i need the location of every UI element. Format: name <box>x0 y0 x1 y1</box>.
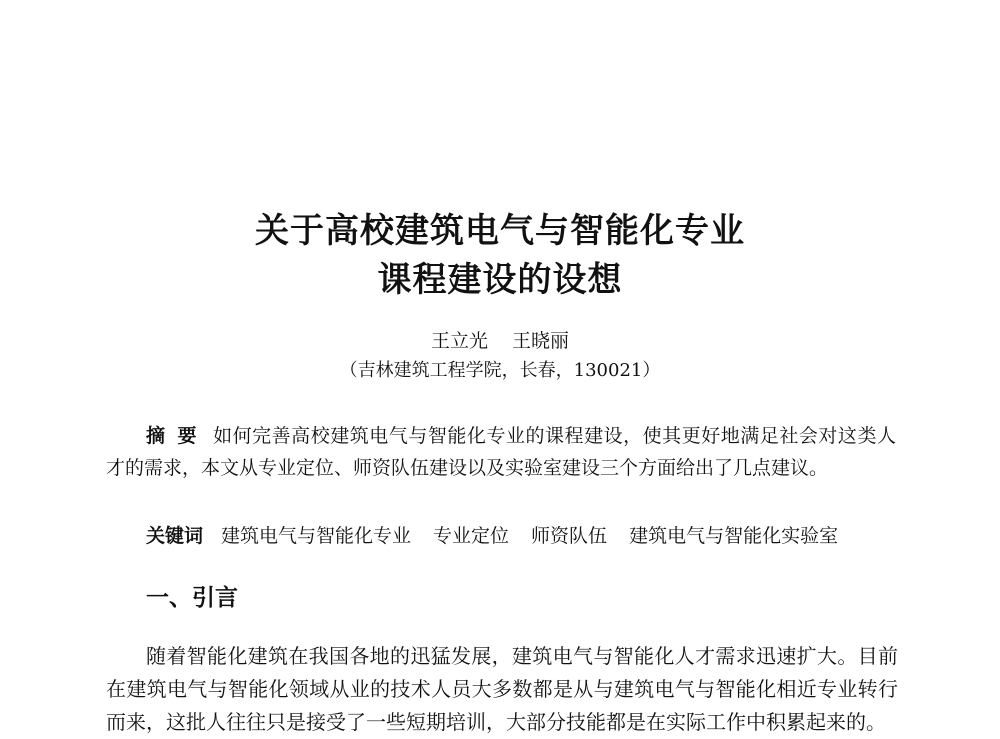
keyword: 师资队伍 <box>531 525 608 547</box>
keywords-label: 关键词 <box>146 525 204 547</box>
abstract <box>106 420 896 484</box>
keyword: 建筑电气与智能化实验室 <box>629 525 839 547</box>
paper-title-line-2: 课程建设的设想 <box>377 260 623 300</box>
abstract-label: 摘要 <box>146 425 210 447</box>
keywords <box>146 521 906 548</box>
paper-title-line-1: 关于高校建筑电气与智能化专业 <box>255 211 745 251</box>
keyword: 建筑电气与智能化专业 <box>221 525 412 547</box>
affiliation: （吉林建筑工程学院，长春，130021） <box>339 360 661 381</box>
section-heading: 一、引言 <box>146 585 238 611</box>
keyword: 专业定位 <box>433 525 510 547</box>
body-paragraph: 随着智能化建筑在我国各地的迅猛发展，建筑电气与智能化人才需求迅速扩大。目前在建筑电气与智能化领域从业的技术人员大多数都是从与建筑电气与智能化相近专业转行而来，这批人往往只是接受了一些短期培训，大部分技能都是在实际工作中积累起来的。 <box>106 644 898 734</box>
abstract-text: 如何完善高校建筑电气与智能化专业的课程建设，使其更好地满足社会对这类人才的需求，本文从专业定位、师资队伍建设以及实验室建设三个方面给出了几点建议。 <box>106 425 896 479</box>
authors: 王立光 王晓丽 <box>430 330 570 352</box>
